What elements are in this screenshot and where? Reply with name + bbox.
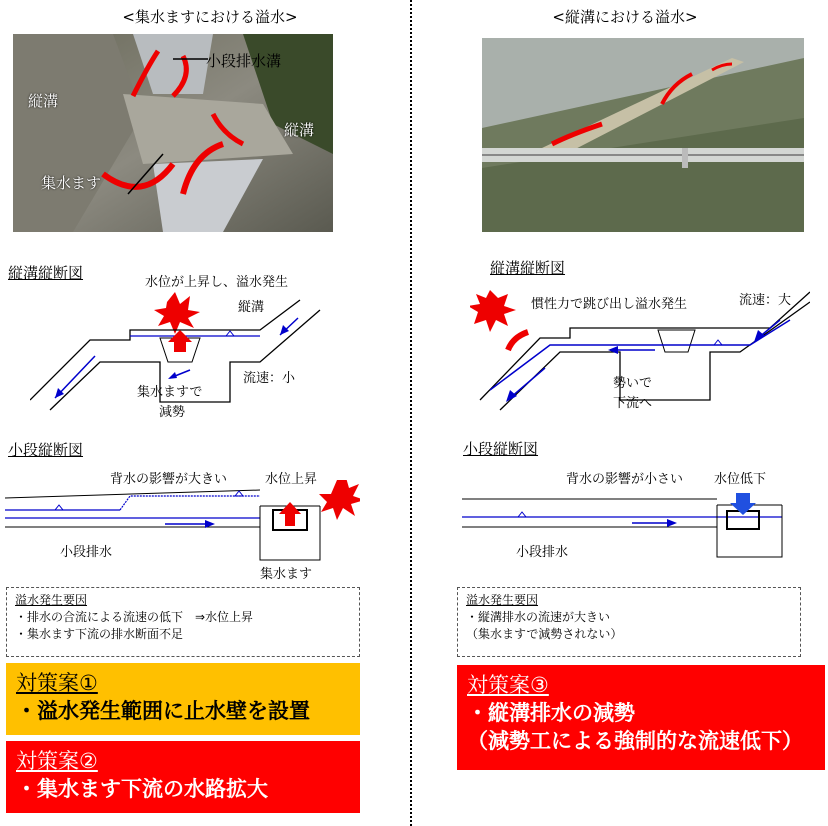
measure1-heading: 対策案① [16,671,98,695]
left-basin-note-1: 集水ますで [137,385,203,400]
left-drain-label: 小段排水 [60,545,113,560]
small-drain-label: 小段排水溝 [206,52,282,70]
left-profile2-title: 小段縦断図 [8,441,84,459]
left-cause-line1: ・排水の合流による流速の低下 ⇒水位上昇 [15,610,254,624]
catch-basin-label: 集水ます [41,174,102,192]
measure2-heading: 対策案② [16,749,98,773]
right-backwater-label: 背水の影響が小さい [566,472,684,487]
right-speed-label: 流速：大 [739,293,792,308]
left-cause-box [6,587,360,657]
right-flow-note-2: 下流へ [613,396,653,411]
right-profile2-diagram [462,485,792,565]
right-cause-heading: 溢水発生要因 [466,593,539,607]
left-rise-label: 水位が上昇し、溢水発生 [145,275,289,290]
measure3-heading: 対策案③ [467,673,549,697]
measure1-box [6,663,360,735]
vertical-ditch-label-a: 縦溝 [28,92,59,110]
up-arrow-icon [168,330,192,352]
right-cause-box [457,587,801,657]
right-profile1-title: 縦溝縦断図 [490,259,566,277]
burst-icon [470,290,516,332]
left-profile1-title: 縦溝縦断図 [8,264,84,282]
right-profile2-title: 小段縦断図 [463,440,539,458]
left-basin-note-2: 減勢 [159,405,186,420]
left-profile2-diagram [5,480,360,570]
measure2-text: ・集水ます下流の水路拡大 [16,777,268,801]
measure3-line2: （減勢工による強制的な流速低下） [467,729,803,753]
right-title: <縦溝における溢水> [552,8,698,26]
left-cause-line2: ・集水ます下流の排水断面不足 [15,627,184,641]
right-drain-label: 小段排水 [516,545,569,560]
measure2-box [6,741,360,813]
left-title: <集水ますにおける溢水> [122,8,298,26]
left-ditch-label: 縦溝 [238,300,265,315]
column-divider [410,0,412,826]
left-cause-heading: 溢水発生要因 [15,593,88,607]
burst-icon [154,292,200,334]
vertical-ditch-photo [482,38,804,232]
left-speed-label: 流速：小 [243,371,296,386]
burst-icon [319,480,360,520]
right-flow-note-1: 勢いで [613,376,653,391]
left-water-rise-label: 水位上昇 [265,472,318,487]
right-cause-line2: （集水ますで減勢されない） [466,627,623,641]
measure3-line1: ・縦溝排水の減勢 [467,701,635,725]
right-cause-line1: ・縦溝排水の流速が大きい [466,610,611,624]
left-basin-label: 集水ます [260,567,313,582]
right-water-drop-label: 水位低下 [714,472,767,487]
vertical-ditch-label-b: 縦溝 [284,121,315,139]
measure3-box [457,665,825,770]
measure1-text: ・溢水発生範囲に止水壁を設置 [16,699,310,723]
right-inertia-label: 慣性力で跳び出し溢水発生 [531,297,688,312]
left-backwater-label: 背水の影響が大きい [110,472,228,487]
